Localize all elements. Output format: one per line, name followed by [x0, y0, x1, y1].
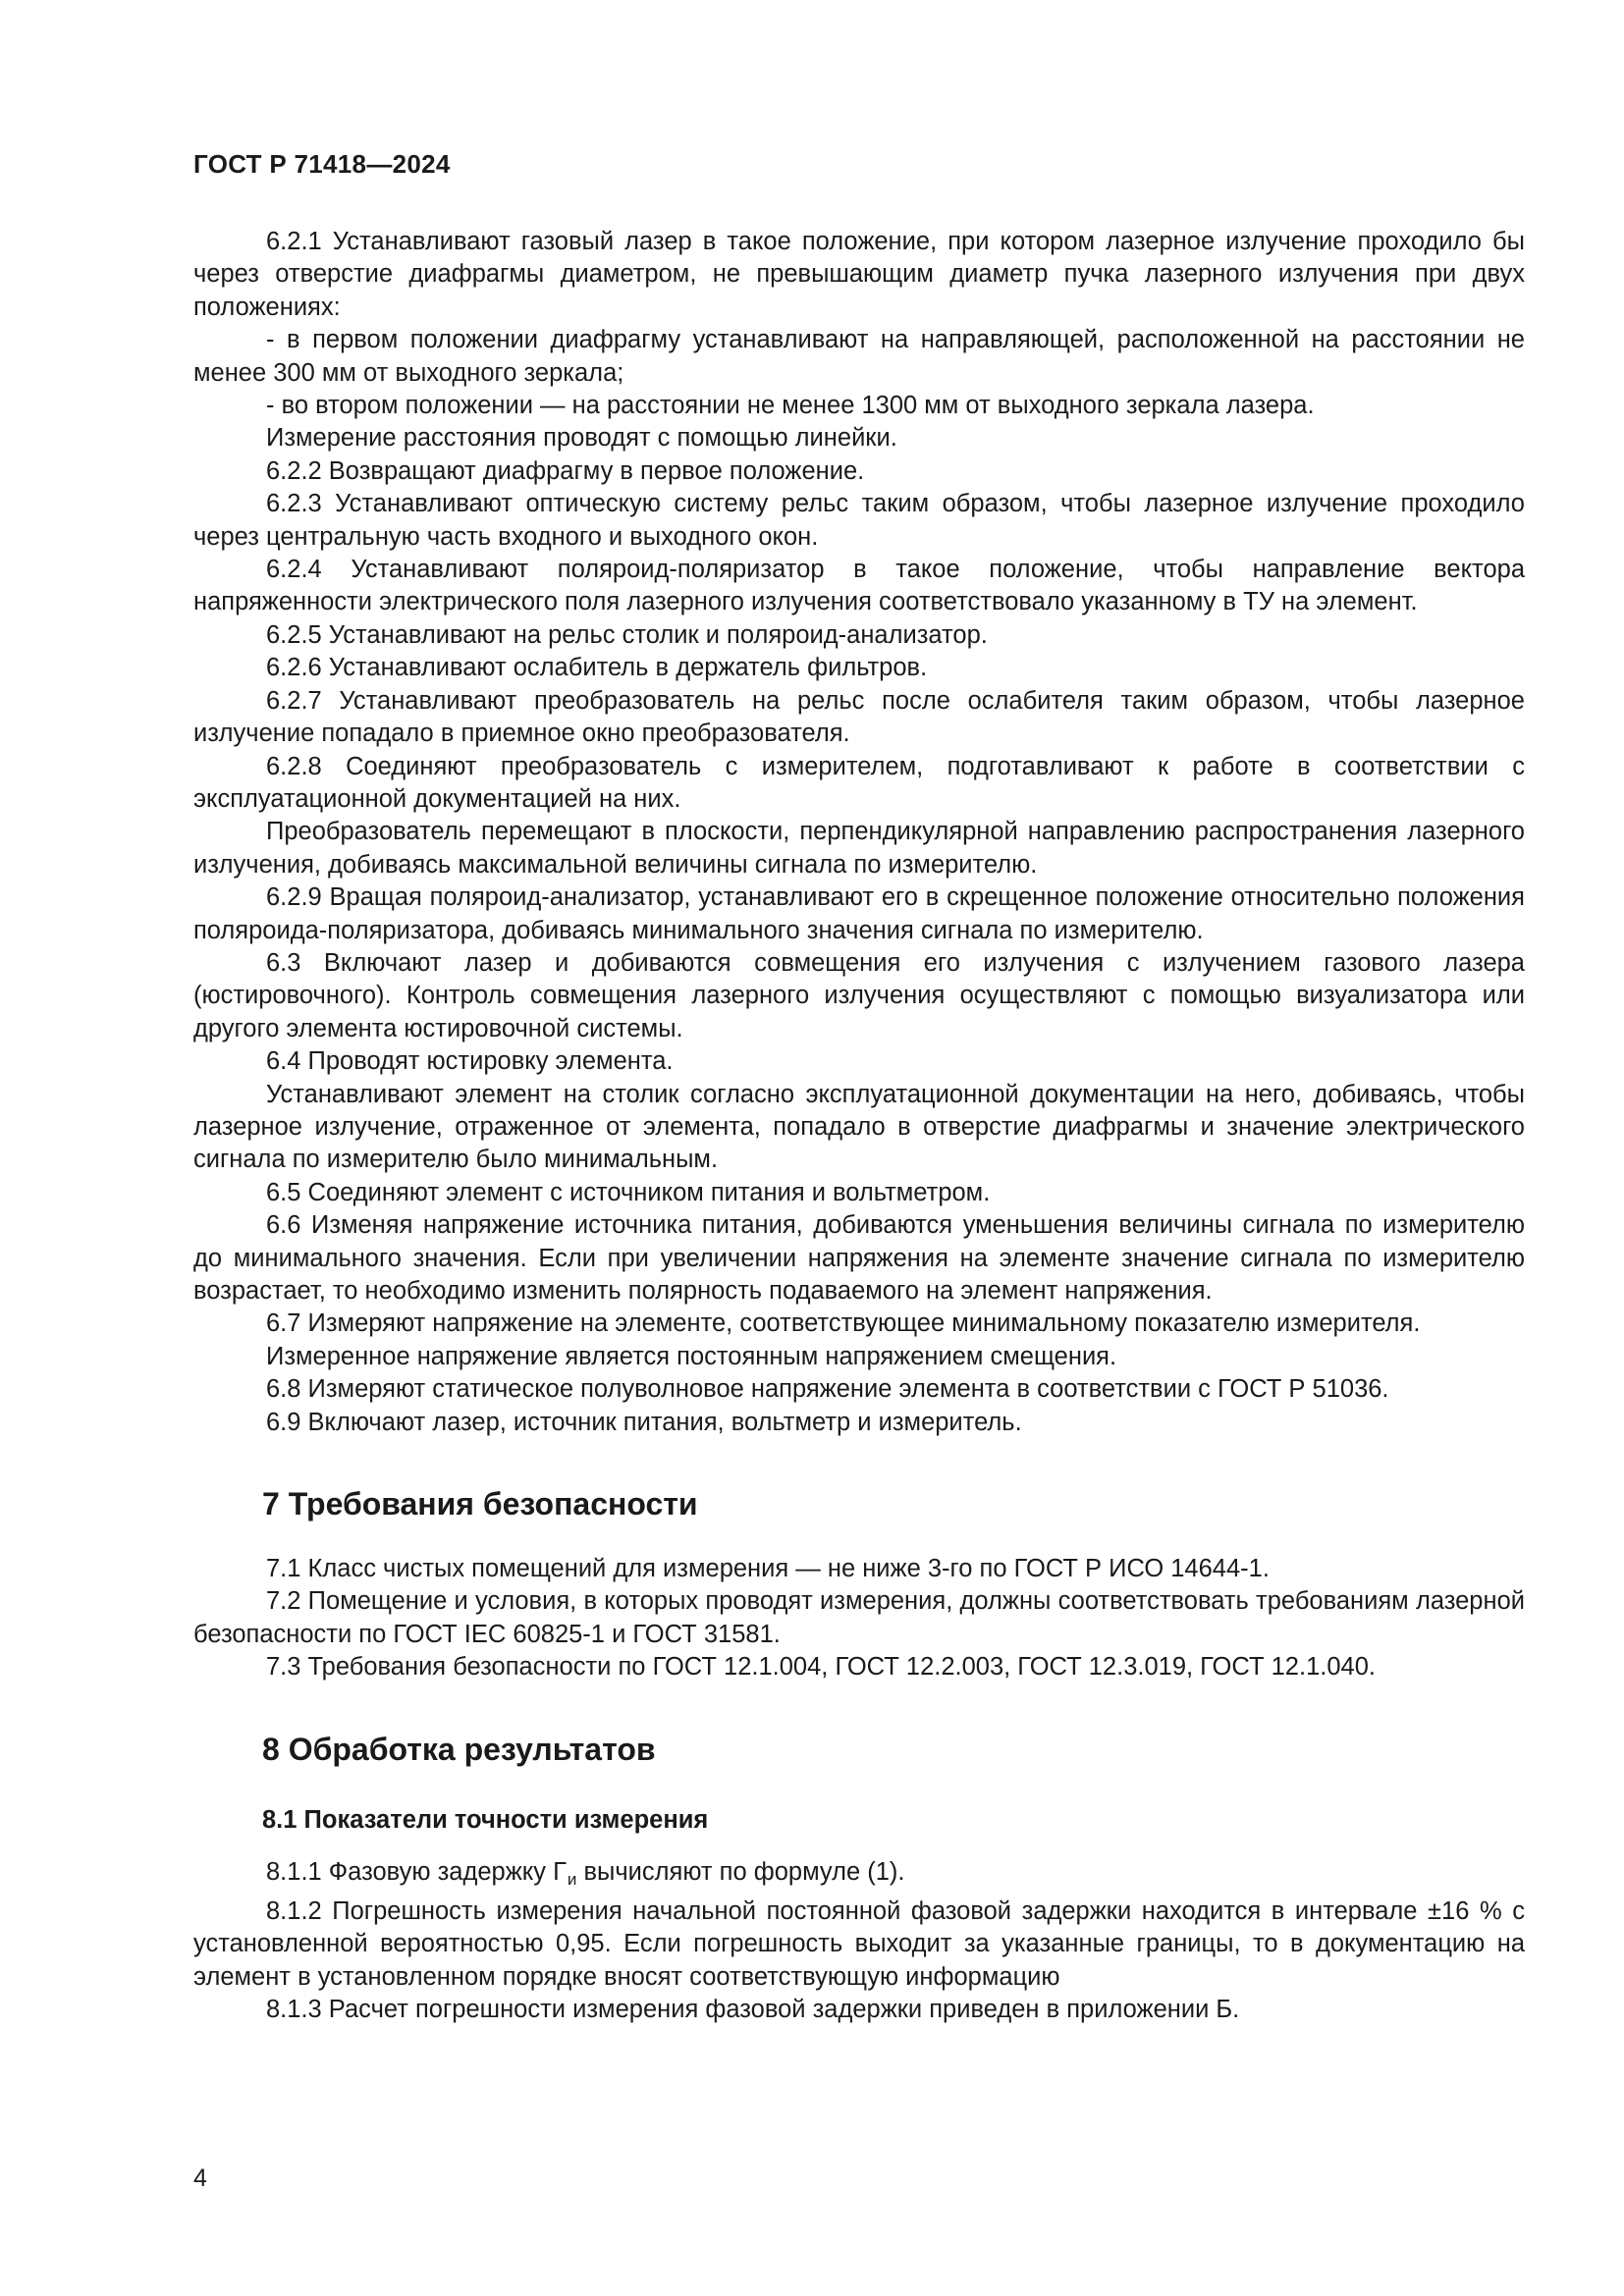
paragraph-8-1-3: 8.1.3 Расчет погрешности измерения фазовой задержки приведен в приложении Б.	[266, 1996, 1240, 2024]
paragraph-8-1-1-rest: вычисляют по формуле (1).	[576, 1857, 905, 1886]
section-8-body	[193, 1856, 1525, 2027]
paragraph-6-2-7: 6.2.7 Устанавливают преобразователь на рельс после ослабителя таким образом, чтобы лазерное излучение попадало в приемное окно преобразователя.	[193, 686, 1525, 748]
paragraph-8-1-1-text: 8.1.1 Фазовую задержку Г	[266, 1857, 567, 1886]
section-8-title: 8 Обработка результатов	[262, 1731, 656, 1767]
paragraph-6-2-9: 6.2.9 Вращая поляроид-анализатор, устанавливают его в скрещенное положение относительно положения поляроида-поляризатора, добиваясь минимального значения сигнала по измерителю.	[193, 883, 1525, 944]
paragraph-6-9: 6.9 Включают лазер, источник питания, вольтметр и измеритель.	[266, 1408, 1022, 1436]
section-6-body	[193, 226, 1525, 1439]
paragraph-6-2-5: 6.2.5 Устанавливают на рельс столик и поляроид-анализатор.	[266, 620, 988, 649]
paragraph-6-8: 6.8 Измеряют статическое полуволновое напряжение элемента в соответствии с ГОСТ Р 51036.	[266, 1375, 1389, 1404]
document-code-header: ГОСТ Р 71418—2024	[193, 149, 451, 179]
paragraph-bias-voltage: Измеренное напряжение является постоянным напряжением смещения.	[266, 1342, 1117, 1370]
section-7-body	[193, 1553, 1525, 1684]
paragraph-6-2-4: 6.2.4 Устанавливают поляроид-поляризатор в такое положение, чтобы направление вектора напряженности электрического поля лазерного излучения соответствовало указанному в ТУ на элемент.	[193, 556, 1525, 616]
paragraph-6-6: 6.6 Изменяя напряжение источника питания, добиваются уменьшения величины сигнала по измерителю до минимального значения. Если при увеличении напряжения на элементе значение сигнала по измерителю возрастает, то необходимо изменить полярность подаваемого на элемент напряжения.	[193, 1211, 1525, 1305]
paragraph-6-2-1: 6.2.1 Устанавливают газовый лазер в такое положение, при котором лазерное излучение проходило бы через отверстие диафрагмы диаметром, не превышающим диаметр пучка лазерного излучения при двух положениях:	[193, 228, 1525, 321]
paragraph-6-2-2: 6.2.2 Возвращают диафрагму в первое положение.	[266, 456, 865, 485]
paragraph-converter-move: Преобразователь перемещают в плоскости, перпендикулярной направлению распространения лазерного излучения, добиваясь максимальной величины сигнала по измерителю.	[193, 818, 1525, 879]
paragraph-position-2: - во втором положении — на расстоянии не менее 1300 мм от выходного зеркала лазера.	[266, 392, 1315, 420]
paragraph-7-3: 7.3 Требования безопасности по ГОСТ 12.1.004, ГОСТ 12.2.003, ГОСТ 12.3.019, ГОСТ 12.1.040.	[266, 1653, 1376, 1682]
paragraph-8-1-2: 8.1.2 Погрешность измерения начальной постоянной фазовой задержки находится в интервале ±16 % с установленной вероятностью 0,95. Если погрешность выходит за указанные границы, то в документацию на элемент в установленном порядке вносят соответствующую информацию	[193, 1897, 1525, 1991]
paragraph-6-4: 6.4 Проводят юстировку элемента.	[266, 1047, 674, 1076]
paragraph-7-2: 7.2 Помещение и условия, в которых проводят измерения, должны соответствовать требованиям лазерной безопасности по ГОСТ IEC 60825-1 и ГОСТ 31581.	[193, 1587, 1525, 1648]
section-7-title: 7 Требования безопасности	[262, 1486, 698, 1522]
page-number: 4	[193, 2164, 207, 2192]
subsection-8-1-title: 8.1 Показатели точности измерения	[262, 1805, 709, 1834]
paragraph-7-1: 7.1 Класс чистых помещений для измерения — не ниже 3-го по ГОСТ Р ИСО 14644-1.	[266, 1555, 1270, 1583]
page-content	[193, 226, 1525, 2027]
paragraph-6-7: 6.7 Измеряют напряжение на элементе, соответствующее минимальному показателю измерителя.	[266, 1309, 1421, 1338]
paragraph-6-5: 6.5 Соединяют элемент с источником питания и вольтметром.	[266, 1178, 991, 1206]
paragraph-6-3: 6.3 Включают лазер и добиваются совмещения его излучения с излучением газового лазера (юстировочного). Контроль совмещения лазерного излучения осуществляют с помощью визуализатора или другого элемента юстировочной системы.	[193, 948, 1525, 1042]
gamma-subscript: и	[567, 1869, 577, 1889]
paragraph-element-install: Устанавливают элемент на столик согласно эксплуатационной документации на него, добиваясь, чтобы лазерное излучение, отраженное от элемента, попадало в отверстие диафрагмы и значение электрического сигнала по измерителю было минимальным.	[193, 1080, 1525, 1174]
paragraph-position-1: - в первом положении диафрагму устанавливают на направляющей, расположенной на расстоянии не менее 300 мм от выходного зеркала;	[193, 326, 1525, 387]
paragraph-8-1-1	[193, 1856, 1525, 1896]
paragraph-6-2-8: 6.2.8 Соединяют преобразователь с измерителем, подготавливают к работе в соответствии с эксплуатационной документацией на них.	[193, 752, 1525, 813]
paragraph-6-2-3: 6.2.3 Устанавливают оптическую систему рельс таким образом, чтобы лазерное излучение проходило через центральную часть входного и выходного окон.	[193, 490, 1525, 551]
paragraph-6-2-6: 6.2.6 Устанавливают ослабитель в держатель фильтров.	[266, 654, 928, 682]
paragraph-distance-measurement: Измерение расстояния проводят с помощью линейки.	[266, 424, 897, 453]
